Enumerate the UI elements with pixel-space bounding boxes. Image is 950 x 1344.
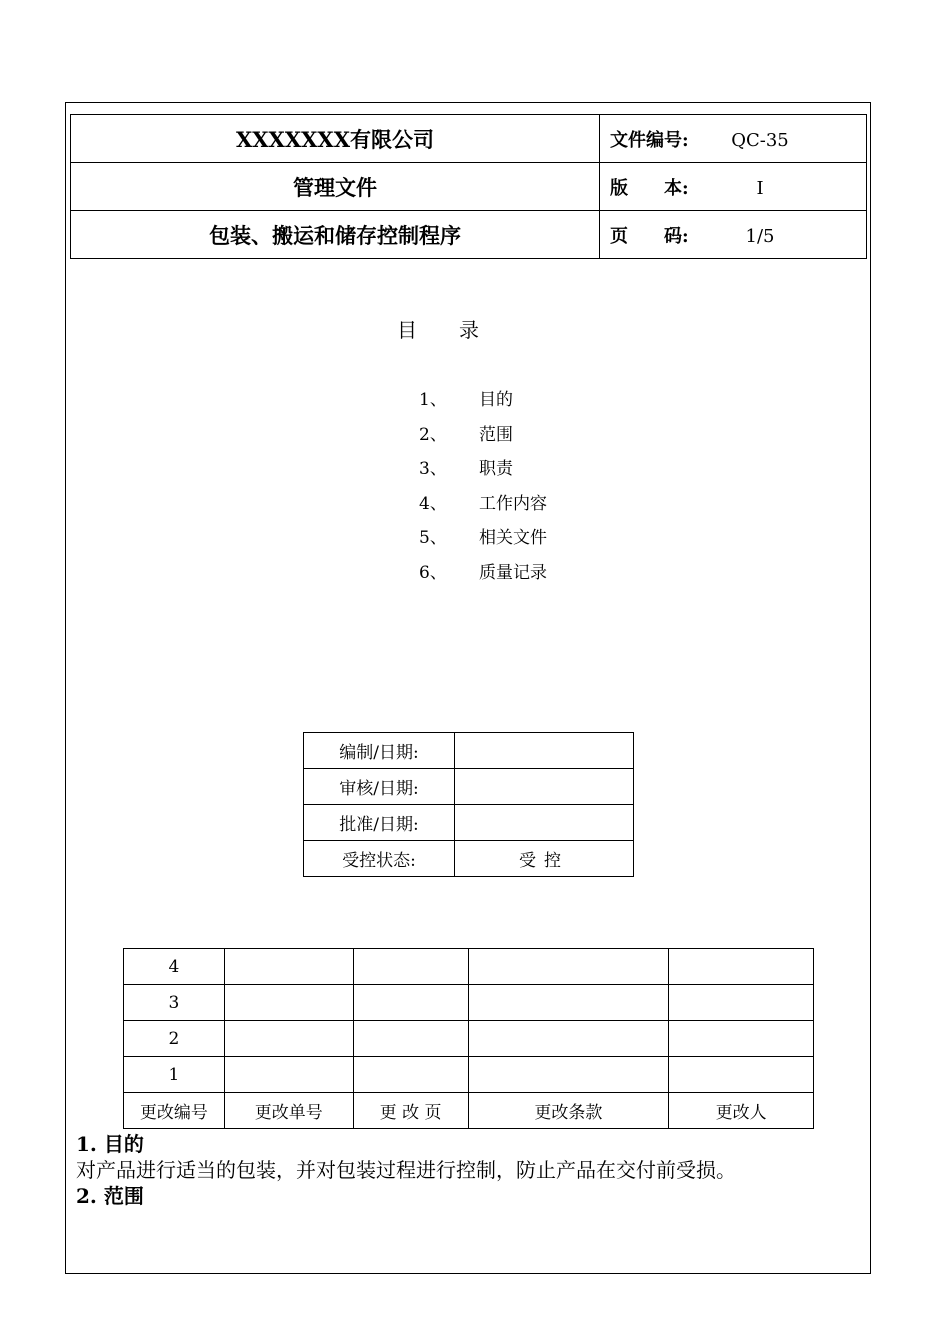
toc-item-label: 目的 <box>479 390 513 410</box>
revision-cell <box>353 1021 468 1057</box>
toc-item-number: 5、 <box>419 528 447 549</box>
section-1-heading: 1. 目的 <box>76 1132 144 1156</box>
revision-cell <box>468 1021 669 1057</box>
approval-table <box>303 732 634 877</box>
approval-row <box>304 733 634 769</box>
revision-header: 更改单号 <box>224 1093 353 1129</box>
toc-item-label: 工作内容 <box>479 493 547 514</box>
body-content <box>76 1131 736 1209</box>
revision-number: 3 <box>124 985 225 1021</box>
revision-cell <box>224 985 353 1021</box>
revision-cell <box>353 949 468 985</box>
revision-header: 更改条款 <box>468 1093 669 1129</box>
toc-item <box>419 423 547 458</box>
revision-cell <box>669 949 814 985</box>
revision-cell <box>353 1057 468 1093</box>
approval-row <box>304 841 634 877</box>
revision-header: 更改编号 <box>124 1093 225 1129</box>
revision-cell <box>468 1057 669 1093</box>
toc-title: 目录 <box>397 318 521 342</box>
page-number-value: 1/5 <box>745 225 775 247</box>
approval-row <box>304 805 634 841</box>
section-1-text: 对产品进行适当的包装，并对包装过程进行控制，防止产品在交付前受损。 <box>76 1158 736 1182</box>
toc-item <box>419 388 547 423</box>
revision-row <box>124 1021 814 1057</box>
revision-cell <box>468 949 669 985</box>
toc-item-label: 范围 <box>479 424 513 445</box>
revision-cell <box>224 1057 353 1093</box>
doc-title: 包装、搬运和储存控制程序 <box>71 211 600 259</box>
revision-number: 2 <box>124 1021 225 1057</box>
revision-cell <box>224 1021 353 1057</box>
company-name: XXXXXXX有限公司 <box>71 115 600 163</box>
document-header-table <box>70 114 867 259</box>
revision-number: 1 <box>124 1057 225 1093</box>
toc-item-number: 6、 <box>419 562 447 583</box>
toc-item-label: 相关文件 <box>479 528 547 549</box>
toc-item <box>419 561 547 596</box>
control-status-value: 受控 <box>455 841 634 877</box>
revision-header-row <box>124 1093 814 1129</box>
approval-label: 批准/日期: <box>304 805 455 841</box>
toc-item <box>419 457 547 492</box>
toc-item-number: 3、 <box>419 459 447 480</box>
page-number-label: 页 码: <box>610 225 689 247</box>
section-2-heading: 2. 范围 <box>76 1184 144 1208</box>
approval-label: 编制/日期: <box>304 733 455 769</box>
revision-header: 更改人 <box>669 1093 814 1129</box>
toc-item-number: 4、 <box>419 493 447 514</box>
toc-list <box>419 388 547 596</box>
toc-item <box>419 526 547 561</box>
doc-number-label: 文件编号: <box>610 129 689 151</box>
doc-number-cell <box>600 115 867 163</box>
revision-row <box>124 949 814 985</box>
revision-cell <box>468 985 669 1021</box>
approval-row <box>304 769 634 805</box>
toc-item <box>419 492 547 527</box>
approval-label: 审核/日期: <box>304 769 455 805</box>
version-label: 版 本: <box>610 177 689 199</box>
toc-item-number: 2、 <box>419 424 447 445</box>
control-status-label: 受控状态: <box>304 841 455 877</box>
revision-cell <box>669 1021 814 1057</box>
revision-cell <box>224 949 353 985</box>
version-cell <box>600 163 867 211</box>
revision-row <box>124 985 814 1021</box>
approval-value <box>455 769 634 805</box>
toc-item-label: 质量记录 <box>479 562 547 583</box>
doc-number-value: QC-35 <box>731 129 789 151</box>
approval-value <box>455 805 634 841</box>
revision-cell <box>669 985 814 1021</box>
revision-row <box>124 1057 814 1093</box>
toc-item-label: 职责 <box>479 459 513 480</box>
toc-item-number: 1、 <box>419 390 447 410</box>
approval-value <box>455 733 634 769</box>
revision-cell <box>669 1057 814 1093</box>
revision-header: 更 改 页 <box>353 1093 468 1129</box>
revision-table <box>123 948 814 1129</box>
doc-type: 管理文件 <box>71 163 600 211</box>
page-number-cell <box>600 211 867 259</box>
revision-cell <box>353 985 468 1021</box>
revision-number: 4 <box>124 949 225 985</box>
version-value: I <box>756 177 764 199</box>
